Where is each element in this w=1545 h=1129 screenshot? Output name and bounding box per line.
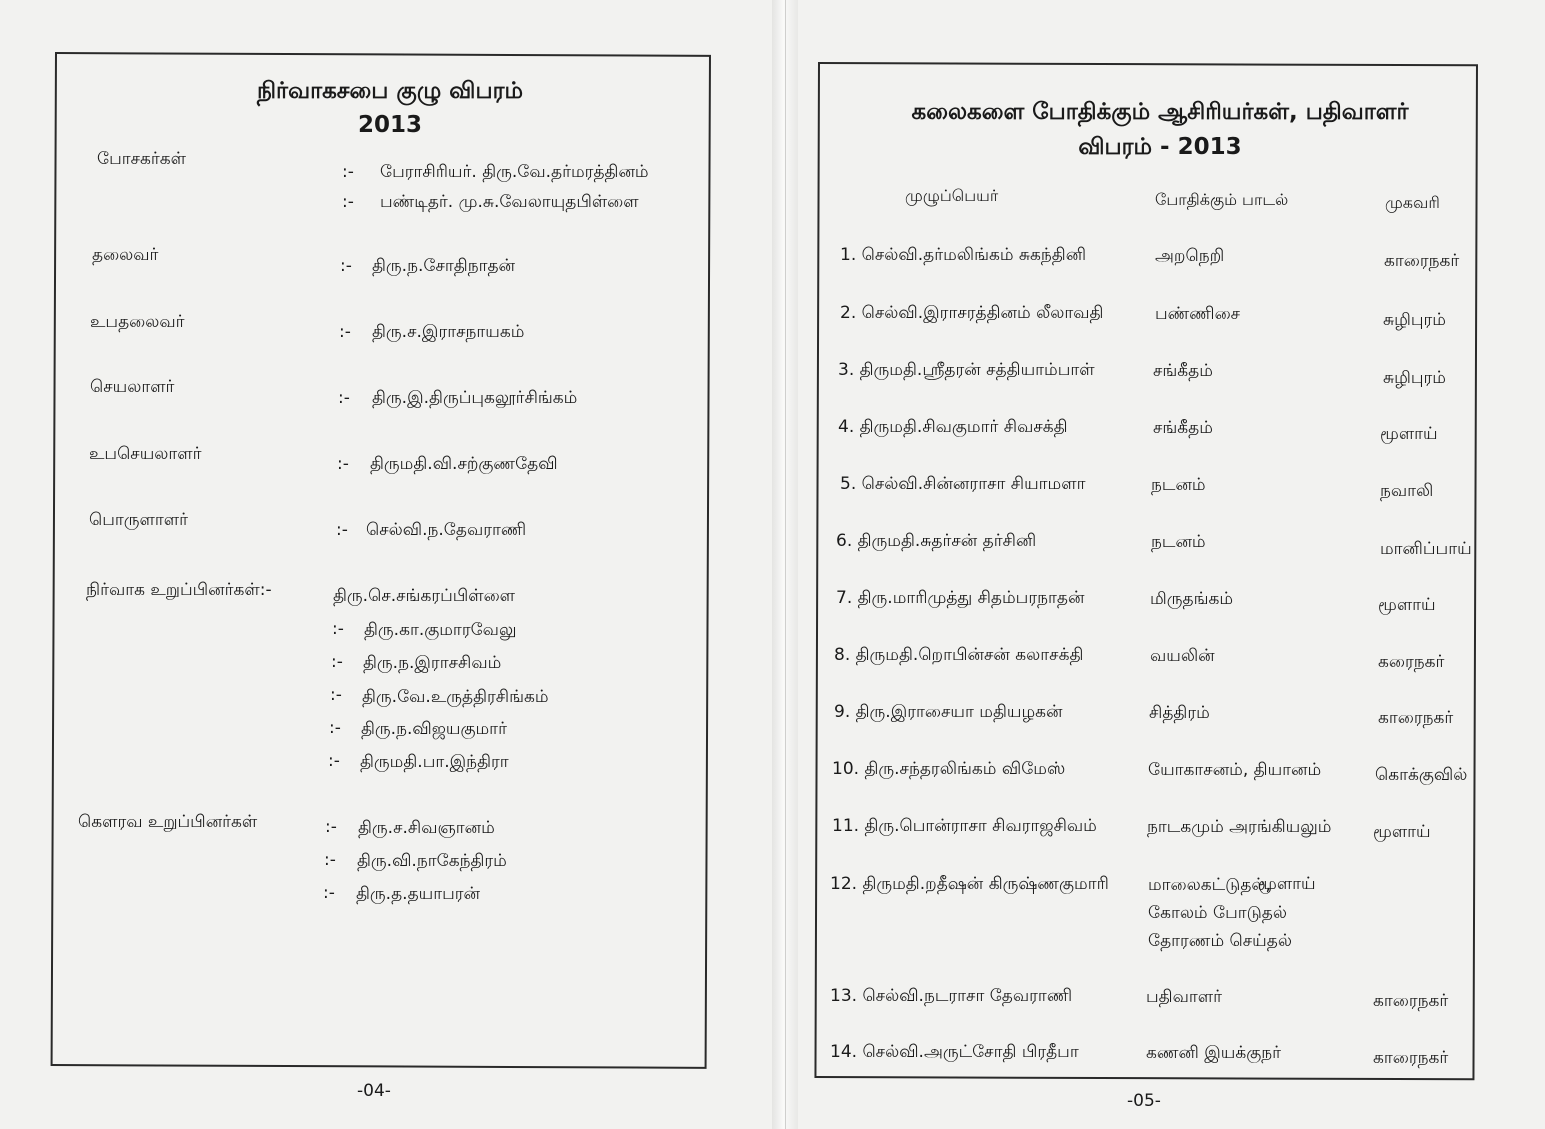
teacher-subject: நடனம் (1151, 532, 1206, 552)
teacher-subject: சங்கீதம் (1153, 418, 1213, 438)
teacher-name: 7. திரு.மாரிமுத்து சிதம்பரநாதன் (836, 588, 1085, 608)
committee-member: திரு.ந.இராசசிவம் (363, 653, 502, 673)
teacher-name: 8. திருமதி.றொபின்சன் கலாசக்தி (834, 645, 1084, 665)
teacher-address: மானிப்பாய் (1380, 539, 1472, 559)
officer-name: திரு.ந.சோதிநாதன் (372, 256, 516, 276)
separator: :- (342, 192, 354, 212)
teacher-address: காரைநகர் (1373, 991, 1449, 1011)
teacher-subject: நாடகமும் அரங்கியலும் (1147, 817, 1332, 837)
separator: :- (328, 751, 340, 771)
teacher-name: 2. செல்வி.இராசரத்தினம் லீலாவதி (840, 303, 1104, 323)
teacher-address: சுழிபுரம் (1383, 368, 1446, 388)
teacher-subject: பண்ணிசை (1155, 304, 1241, 324)
officer-name: திரு.ச.இராசநாயகம் (372, 322, 525, 342)
teacher-address: காரைநகர் (1373, 1048, 1449, 1068)
officer-name: திருமதி.வி.சற்குணதேவி (370, 454, 558, 474)
patrons-label: போசகர்கள் (97, 149, 186, 169)
teacher-name: 10. திரு.சந்தரலிங்கம் விமேஸ் (832, 759, 1066, 779)
teacher-name: 1. செல்வி.தர்மலிங்கம் சுகந்தினி (840, 245, 1087, 265)
patron-name: பேராசிரியர். திரு.வே.தர்மரத்தினம் (380, 162, 649, 182)
separator: :- (342, 162, 354, 182)
column-header-subject: போதிக்கும் பாடல் (1155, 190, 1289, 209)
officer-role: செயலாளர் (90, 377, 175, 397)
honorary-member: திரு.த.தயாபரன் (356, 884, 481, 904)
committee-member: திரு.ந.விஜயகுமார் (361, 719, 507, 739)
teacher-name: 12. திருமதி.றதீஷன் கிருஷ்ணகுமாரி (830, 874, 1109, 894)
separator: :- (330, 685, 342, 705)
column-header-name: முழுப்பெயர் (905, 186, 999, 205)
committee-label: நிர்வாக உறுப்பினர்கள்:- (86, 580, 272, 600)
teacher-name: 5. செல்வி.சின்னராசா சியாமளா (840, 474, 1086, 494)
officer-role: உபதலைவர் (90, 312, 185, 332)
teacher-address: நவாலி (1380, 481, 1434, 501)
teacher-subject: வயலின் (1150, 646, 1215, 666)
patron-name: பண்டிதர். மு.சு.வேலாயுதபிள்ளை (380, 192, 639, 212)
honorary-label: கௌரவ உறுப்பினர்கள் (78, 812, 258, 832)
committee-member: திரு.வே.உருத்திரசிங்கம் (362, 687, 549, 707)
teacher-address: காரைநகர் (1384, 251, 1460, 271)
right-page-frame (814, 62, 1478, 1080)
teacher-name: 4. திருமதி.சிவகுமார் சிவசக்தி (838, 417, 1068, 437)
teacher-subject: மாலைகட்டுதல், (1148, 875, 1271, 895)
teacher-address: மூளாய் (1373, 822, 1431, 842)
teacher-subject: சித்திரம் (1149, 703, 1210, 723)
left-page-title: நிர்வாகசபை குழு விபரம் (257, 78, 523, 104)
committee-member: திருமதி.பா.இந்திரா (360, 752, 509, 772)
teacher-name: 11. திரு.பொன்ராசா சிவராஜசிவம் (832, 816, 1097, 836)
teacher-subject: சங்கீதம் (1153, 361, 1213, 381)
teacher-address: காரைநகர் (1378, 708, 1454, 728)
right-page-subtitle: விபரம் - 2013 (1078, 134, 1242, 160)
teacher-name: 14. செல்வி.அருட்சோதி பிரதீபா (830, 1042, 1079, 1062)
officer-name: திரு.இ.திருப்புகலூர்சிங்கம் (372, 388, 578, 408)
separator: :- (336, 520, 348, 540)
separator: :- (339, 322, 351, 342)
teacher-subject: பதிவாளர் (1146, 987, 1222, 1007)
teacher-subject: நடனம் (1151, 475, 1206, 495)
column-header-address: முகவரி (1385, 193, 1440, 212)
separator: :- (329, 718, 341, 738)
separator: :- (332, 619, 344, 639)
separator: :- (323, 883, 335, 903)
separator: :- (340, 256, 352, 276)
page-number-right: -05- (1127, 1091, 1161, 1111)
separator: :- (324, 850, 336, 870)
left-page-year: 2013 (357, 112, 422, 138)
teacher-name: 6. திருமதி.சுதர்சன் தர்சினி (836, 531, 1037, 551)
teacher-subject: அறநெறி (1155, 246, 1225, 266)
gutter-fold (785, 0, 786, 1129)
separator: :- (337, 454, 349, 474)
teacher-subject: கணனி இயக்குநர் (1146, 1043, 1282, 1063)
officer-role: பொருளாளர் (89, 510, 188, 530)
page-number-left: -04- (357, 1081, 391, 1101)
teacher-address: மூளாய் (1380, 424, 1438, 444)
officer-role: தலைவர் (92, 245, 159, 265)
teacher-address: கொக்குவில் (1375, 765, 1468, 785)
honorary-member: திரு.வி.நாகேந்திரம் (357, 851, 507, 871)
teacher-name: 9. திரு.இராசையா மதியழகன் (834, 702, 1063, 722)
teacher-name: 13. செல்வி.நடராசா தேவராணி (830, 986, 1073, 1006)
officer-role: உபசெயலாளர் (89, 444, 202, 464)
teacher-subject-continued: கோலம் போடுதல் (1148, 903, 1287, 923)
committee-member: திரு.கா.குமாரவேலு (364, 620, 517, 640)
honorary-member: திரு.ச.சிவஞானம் (358, 818, 495, 838)
teacher-name: 3. திருமதி.ஸ்ரீதரன் சத்தியாம்பாள் (838, 360, 1095, 380)
teacher-subject: மிருதங்கம் (1150, 589, 1234, 609)
separator: :- (325, 817, 337, 837)
separator: :- (338, 388, 350, 408)
teacher-address: கரைநகர் (1378, 652, 1445, 672)
teacher-subject-continued: தோரணம் செய்தல் (1148, 931, 1292, 951)
teacher-address: மூளாய் (1378, 595, 1436, 615)
committee-member: திரு.செ.சங்கரப்பிள்ளை (333, 586, 516, 606)
right-page-title: கலைகளை போதிக்கும் ஆசிரியர்கள், பதிவாளர் (911, 99, 1409, 125)
teacher-address: சுழிபுரம் (1383, 310, 1446, 330)
teacher-address: மூளாய் (1258, 874, 1316, 894)
officer-name: செல்வி.ந.தேவராணி (366, 520, 527, 540)
separator: :- (331, 652, 343, 672)
teacher-subject: யோகாசனம், தியானம் (1148, 760, 1322, 780)
